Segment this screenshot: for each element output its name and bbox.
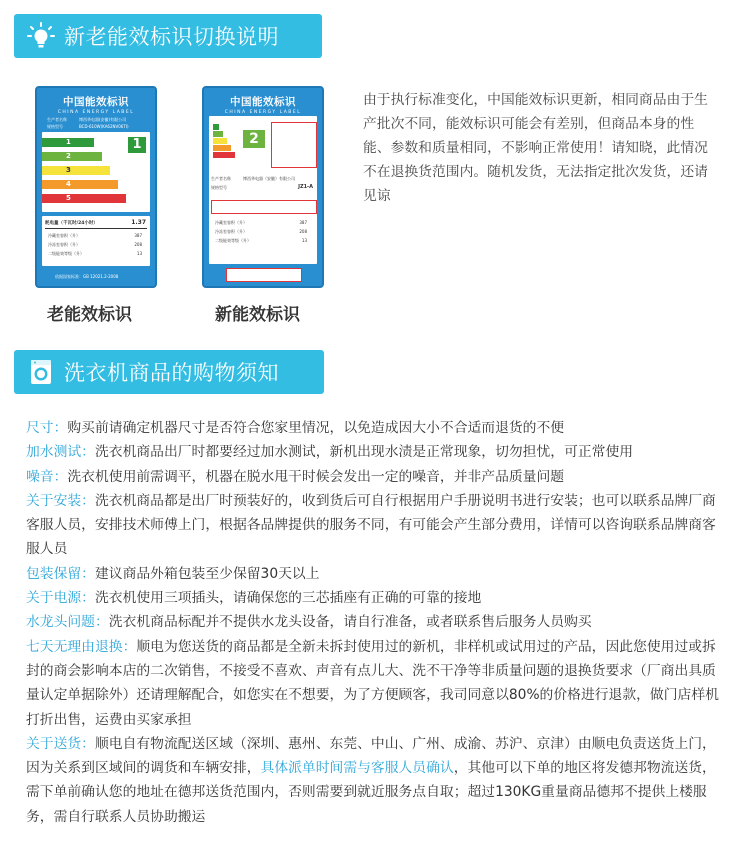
washer-notice-list bbox=[26, 416, 726, 829]
note-key: 水龙头问题： bbox=[26, 614, 109, 631]
old-energy-label bbox=[35, 86, 157, 288]
maker-name-value: 博西华电器(安徽)有限公司 bbox=[79, 117, 127, 122]
note-text: 洗衣机使用三项插头，请确保您的三芯插座有正确的可靠的接地 bbox=[94, 590, 482, 607]
spec-panel bbox=[42, 216, 150, 266]
label-subtitle: CHINA ENERGY LABEL bbox=[57, 110, 135, 115]
note-key: 七天无理由退换： bbox=[26, 638, 137, 655]
label-title: 中国能效标识 bbox=[63, 96, 129, 108]
section-banner-energy-label bbox=[14, 14, 322, 58]
note-key: 噪音： bbox=[26, 468, 68, 485]
note-faucet bbox=[26, 610, 726, 634]
spec-value-3: 13 bbox=[301, 238, 307, 243]
note-text: 购买前请确定机器尺寸是否符合您家里情况，以免造成因大小不合适而退货的不便 bbox=[67, 420, 565, 436]
spec-label-2: 冷冻室容积（升） bbox=[215, 229, 247, 234]
grade-bar-5: 5 bbox=[42, 194, 126, 203]
grade-bar-4 bbox=[213, 145, 231, 151]
current-grade-badge: 1 bbox=[128, 137, 146, 153]
spec-value-3: 13 bbox=[136, 251, 142, 256]
note-text: 洗衣机使用前需调平，机器在脱水甩干时候会发出一定的噪音，并非产品质量问题 bbox=[67, 468, 565, 485]
consumption-value: 1.37 bbox=[131, 219, 146, 226]
maker-name-label: 生产者名称 bbox=[211, 176, 231, 181]
note-key: 关于送货： bbox=[26, 735, 95, 752]
spec-value-1: 387 bbox=[299, 220, 307, 225]
note-key: 包装保留： bbox=[26, 565, 95, 582]
maker-name-value: 博西华电器（安徽）有限公司 bbox=[243, 176, 295, 181]
note-key: 关于电源： bbox=[26, 590, 95, 607]
model-value: JZ1-A bbox=[298, 184, 313, 190]
new-label-panel bbox=[209, 116, 317, 264]
spec-label-3: 二级能效等级（升） bbox=[215, 238, 251, 243]
spec-value-2: 208 bbox=[134, 242, 142, 247]
note-text: 洗衣机商品出厂时都要经过加水测试，新机出现水渍是正常现象，切勿担忧，可正常使用 bbox=[94, 444, 634, 461]
spec-label-3: 二级能效等级（升） bbox=[48, 251, 84, 256]
note-key: 关于安装： bbox=[26, 492, 95, 509]
note-water-test bbox=[26, 440, 726, 464]
grade-bar-1 bbox=[213, 124, 219, 130]
grade-panel bbox=[42, 132, 150, 212]
note-power bbox=[26, 586, 726, 610]
note-text: ，其他可以下单的地区将发德邦物流送货，需下单前确认您的地址在德邦送货范围内，否则需要到就近服务点自取；超过130KG重量商品德邦不提供上楼服务，需自行联系人员协助搬运 bbox=[26, 760, 716, 825]
model-label: 规格型号 bbox=[211, 185, 227, 190]
spec-label-1: 冷藏室容积（升） bbox=[215, 220, 247, 225]
current-grade-badge: 2 bbox=[243, 130, 265, 148]
note-key: 尺寸： bbox=[26, 420, 68, 436]
grade-bar-3 bbox=[213, 138, 227, 144]
banner-title: 洗衣机商品的购物须知 bbox=[64, 361, 279, 385]
note-text: 顺电自有物流配送区域（深圳、惠州、东莞、中山、广州、成渝、苏沪、京津）由顺电负责送货上门，因为关系到区域间的调货和车辆安排， bbox=[26, 735, 716, 777]
grade-bar-2 bbox=[213, 131, 223, 137]
spec-label-1: 冷藏室容积（升） bbox=[48, 233, 80, 238]
label-title: 中国能效标识 bbox=[230, 96, 296, 108]
spec-label-2: 冷冻室容积（升） bbox=[48, 242, 80, 247]
standard-placeholder bbox=[226, 268, 302, 282]
consumption-label: 耗电量（千瓦时/24小时） bbox=[45, 221, 98, 226]
section-banner-washer-notice bbox=[14, 350, 324, 394]
note-packaging bbox=[26, 562, 726, 586]
standard-text: 依据国家标准：GB 12021.2-2008 bbox=[55, 274, 119, 279]
note-installation bbox=[26, 489, 726, 562]
lightbulb-icon bbox=[26, 21, 56, 51]
divider bbox=[45, 228, 147, 229]
note-key: 加水测试： bbox=[26, 444, 95, 461]
grade-bar-5 bbox=[213, 152, 235, 158]
washing-machine-icon bbox=[26, 357, 56, 387]
note-delivery bbox=[26, 732, 726, 829]
qr-code-placeholder bbox=[271, 122, 317, 168]
spec-value-1: 387 bbox=[134, 233, 142, 238]
grade-bar-4: 4 bbox=[42, 180, 118, 189]
model-label: 规格型号 bbox=[47, 124, 63, 129]
note-size bbox=[26, 416, 726, 440]
maker-name-label: 生产者名称 bbox=[47, 117, 67, 122]
note-text: 洗衣机商品都是出厂时预装好的，收到货后可自行根据用户手册说明书进行安装；也可以联系品牌厂商客服人员，安排技术师傅上门，根据各品牌提供的服务不同，有可能会产生部分费用，详情可以咨询联系品牌商客服人员 bbox=[26, 492, 716, 558]
note-return-policy bbox=[26, 635, 726, 732]
grade-bar-1: 1 bbox=[42, 138, 94, 147]
note-text: 顺电为您送货的商品都是全新未拆封使用过的新机，非样机或试用过的产品，因此您使用过或拆封的商会影响本店的二次销售，不接受不喜欢、声音有点儿大、洗不干净等非质量问题的退换货要求（厂商出具质量认定单据除外）还请理解配合，如您实在不想要，为了方便顾客，我司同意以80%的价格进行退款，做门店样机打折出售，运费由买家承担 bbox=[26, 638, 719, 728]
spec-value-2: 208 bbox=[299, 229, 307, 234]
banner-title: 新老能效标识切换说明 bbox=[64, 25, 279, 49]
new-energy-label bbox=[202, 86, 324, 288]
model-value: BCD-610W(KA62NV06TI) bbox=[79, 124, 129, 129]
consumption-placeholder bbox=[211, 200, 317, 214]
note-text: 洗衣机商品标配并不提供水龙头设备，请自行准备，或者联系售后服务人员购买 bbox=[108, 614, 592, 631]
grade-bar-2: 2 bbox=[42, 152, 102, 161]
old-label-caption: 老能效标识 bbox=[47, 305, 132, 325]
grade-bar-3: 3 bbox=[42, 166, 110, 175]
note-noise bbox=[26, 465, 726, 489]
label-change-explanation: 由于执行标准变化，中国能效标识更新，相同商品由于生产批次不同，能效标识可能会有差别，但商品本身的性能、参数和质量相同，不影响正常使用！请知晓，此情况不在退换货范围内。随机发货，无法指定批次发货，还请见谅 bbox=[363, 92, 708, 204]
note-highlight: 具体派单时间需与客服人员确认 bbox=[260, 760, 454, 777]
new-label-caption: 新能效标识 bbox=[215, 305, 300, 325]
label-subtitle: CHINA ENERGY LABEL bbox=[224, 110, 302, 115]
note-text: 建议商品外箱包装至少保留30天以上 bbox=[94, 565, 320, 582]
